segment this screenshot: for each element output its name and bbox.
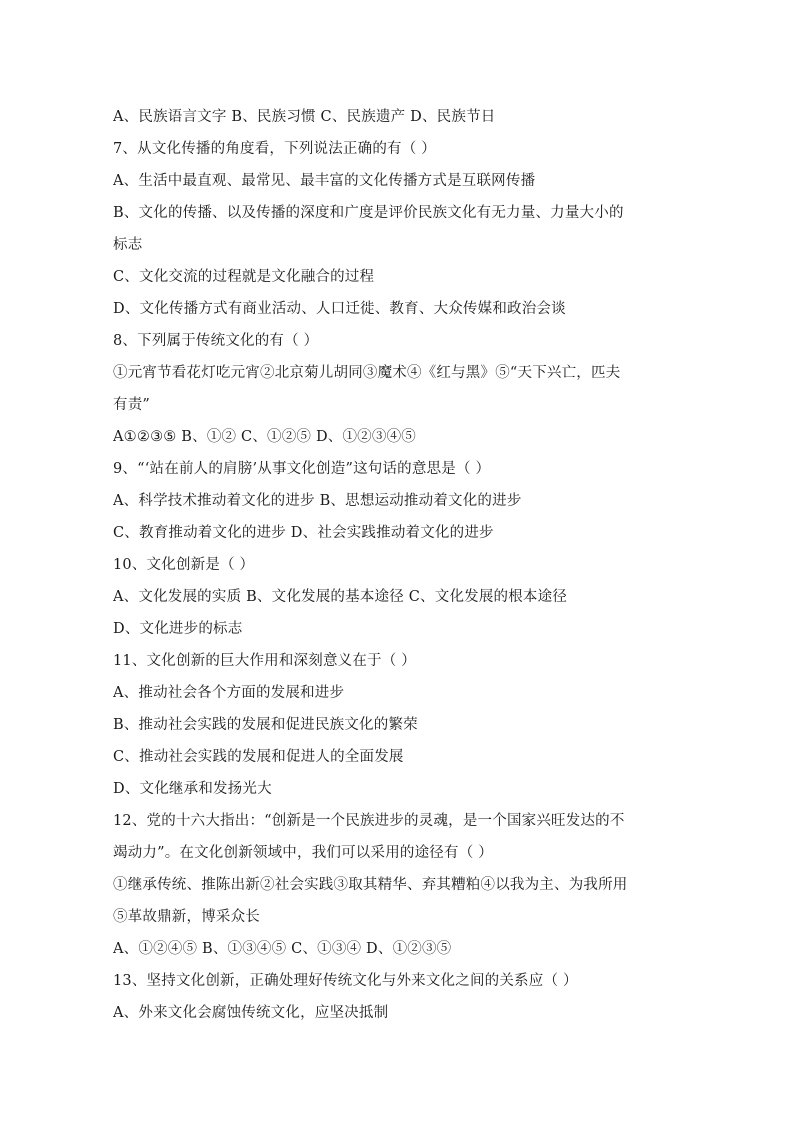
text-line: B、推动社会实践的发展和促进民族文化的繁荣 <box>113 717 418 733</box>
question-12-stem: 12、党的十六大指出：“创新是一个民族进步的灵魂，是一个国家兴旺发达的不 <box>113 813 625 829</box>
text-line: D、文化继承和发扬光大 <box>113 781 272 797</box>
text-line: C、文化交流的过程就是文化融合的过程 <box>113 269 375 285</box>
question-8-stem: 8、下列属于传统文化的有（ ） <box>113 333 319 349</box>
text-line: C、推动社会实践的发展和促进人的全面发展 <box>113 749 404 765</box>
text-line: A、外来文化会腐蚀传统文化，应坚决抵制 <box>113 1005 389 1021</box>
text-line: 标志 <box>113 237 143 253</box>
text-line: 竭动力”。在文化创新领域中，我们可以采用的途径有（ ） <box>113 845 493 861</box>
text-line: A、生活中最直观、最常见、最丰富的文化传播方式是互联网传播 <box>113 173 536 189</box>
text-line: ①继承传统、推陈出新②社会实践③取其精华、弃其糟粕④以我为主、为我所用 <box>113 877 628 893</box>
text-line: A、文化发展的实质 B、文化发展的基本途径 C、文化发展的根本途径 <box>113 589 568 605</box>
text-line: ⑤革故鼎新，博采众长 <box>113 909 260 925</box>
text-line: D、文化传播方式有商业活动、人口迁徙、教育、大众传媒和政治会谈 <box>113 301 566 317</box>
text-line: D、文化进步的标志 <box>113 621 243 637</box>
text-line: A①②③⑤ B、①② C、①②⑤ D、①②③④⑤ <box>113 429 416 445</box>
text-line: 有责” <box>113 397 151 413</box>
text-line: A、推动社会各个方面的发展和进步 <box>113 685 345 701</box>
question-11-stem: 11、文化创新的巨大作用和深刻意义在于（ ） <box>113 653 416 669</box>
text-line: A、①②④⑤ B、①③④⑤ C、①③④ D、①②③⑤ <box>113 941 452 957</box>
question-text-block <box>113 101 678 1029</box>
text-line: C、教育推动着文化的进步 D、社会实践推动着文化的进步 <box>113 525 494 541</box>
text-line: B、文化的传播、以及传播的深度和广度是评价民族文化有无力量、力量大小的 <box>113 205 624 221</box>
text-line: A、民族语言文字 B、民族习惯 C、民族遗产 D、民族节日 <box>113 109 496 125</box>
question-7-stem: 7、从文化传播的角度看，下列说法正确的有（ ） <box>113 141 436 157</box>
text-line: A、科学技术推动着文化的进步 B、思想运动推动着文化的进步 <box>113 493 522 509</box>
text-line: ①元宵节看花灯吃元宵②北京菊儿胡同③魔术④《红与黑》⑤“天下兴亡，匹夫 <box>113 365 621 381</box>
question-10-stem: 10、文化创新是（ ） <box>113 557 255 573</box>
question-13-stem: 13、坚持文化创新，正确处理好传统文化与外来文化之间的关系应（ ） <box>113 973 578 989</box>
question-9-stem: 9、“‘站在前人的肩膀’从事文化创造”这句话的意思是（ ） <box>113 461 491 477</box>
